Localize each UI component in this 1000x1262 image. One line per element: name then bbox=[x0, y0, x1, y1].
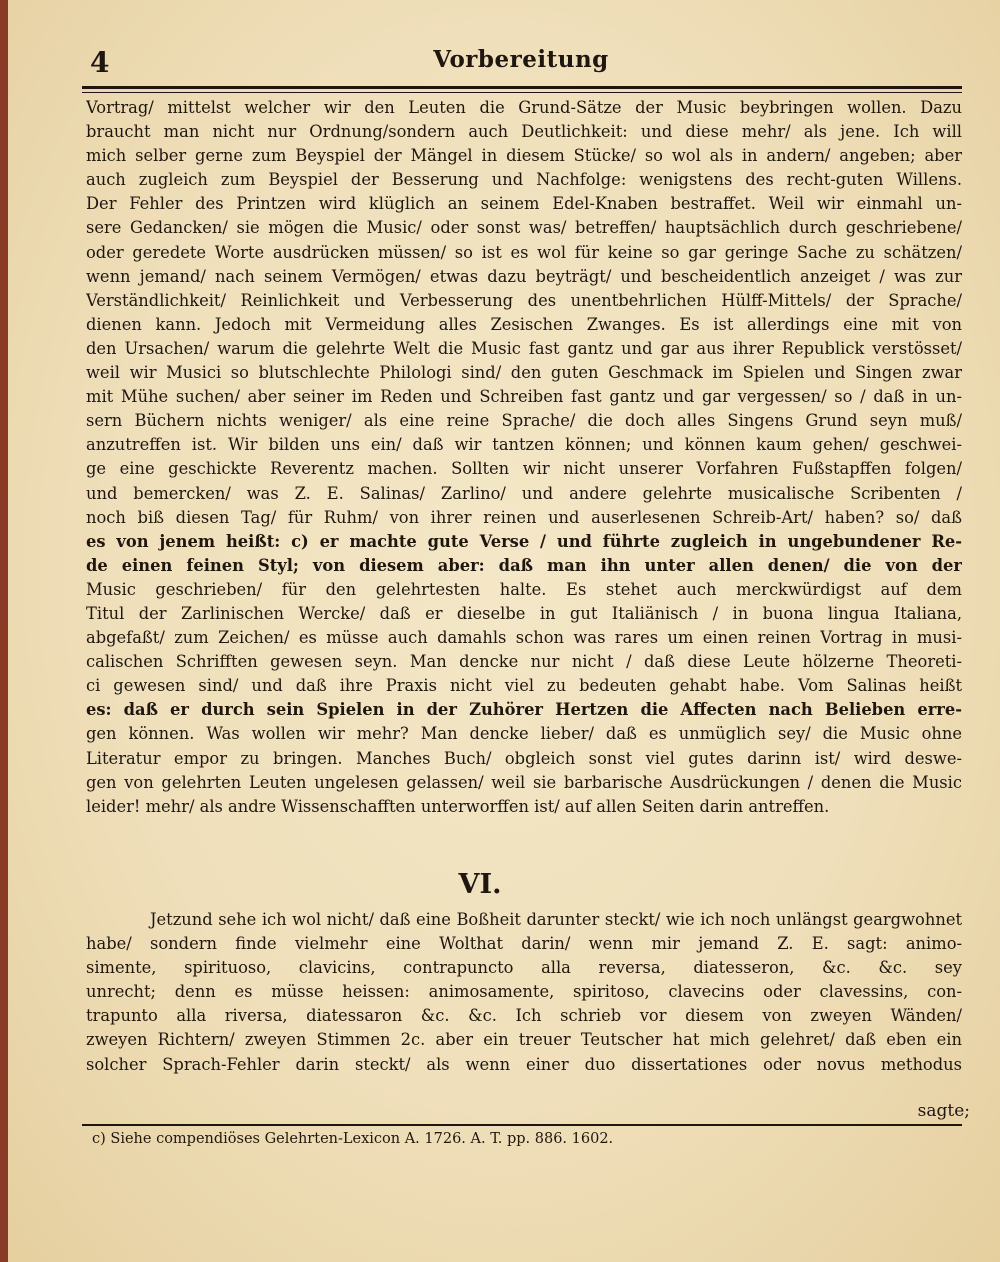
text-line: sern Büchern nichts weniger/ als eine reine Sprache/ die doch alles Singens Grund seyn muß/ bbox=[86, 411, 962, 431]
text-line: Der Fehler des Printzen wird klüglich an seinem Edel-Knaben bestraffet. Weil wir einmahl un- bbox=[86, 194, 962, 214]
text-line: zweyen Richtern/ zweyen Stimmen 2c. aber ein treuer Teutscher hat mich gelehret/ daß eben ein bbox=[86, 1030, 962, 1050]
text-line: noch biß diesen Tag/ für Ruhm/ von ihrer reinen und auserlesenen Schreib-Art/ haben? so/ daß bbox=[86, 507, 962, 527]
text-line: mich selber gerne zum Beyspiel der Mängel in diesem Stücke/ so wol als in andern/ angeben; aber bbox=[86, 146, 962, 166]
text-line: leider! mehr/ als andre Wissenschafften unterworffen ist/ auf allen Seiten darin antreffen. bbox=[86, 796, 830, 816]
text-line: ge eine geschickte Reverentz machen. Sollten wir nicht unserer Vorfahren Fußstapffen folgen/ bbox=[86, 459, 962, 479]
paragraph-1 bbox=[86, 96, 962, 819]
text-line: oder geredete Worte ausdrücken müssen/ so ist es wol für keine so gar geringe Sache zu schätzen/ bbox=[86, 242, 962, 262]
text-line: dienen kann. Jedoch mit Vermeidung alles Zesischen Zwanges. Es ist allerdings eine mit von bbox=[86, 314, 962, 334]
footnote-rule bbox=[82, 1124, 962, 1126]
footnote: c) Siehe compendiöses Gelehrten-Lexicon A. 1726. A. T. pp. 886. 1602. bbox=[92, 1131, 614, 1147]
page-edge bbox=[0, 0, 8, 1262]
text-line: calischen Schrifften gewesen seyn. Man dencke nur nicht / daß diese Leute hölzerne Theoreti- bbox=[86, 652, 962, 672]
text-line: de einen feinen Styl; von diesem aber: daß man ihn unter allen denen/ die von der bbox=[86, 555, 962, 575]
text-line: mit Mühe suchen/ aber seiner im Reden und Schreiben fast gantz und gar vergessen/ so / daß in un- bbox=[86, 387, 962, 407]
text-line: simente, spirituoso, clavicins, contrapuncto alla reversa, diatesseron, &c. &c. sey bbox=[86, 958, 962, 978]
text-line: gen können. Was wollen wir mehr? Man dencke lieber/ daß es unmüglich sey/ die Music ohne bbox=[86, 724, 962, 744]
text-line: abgefaßt/ zum Zeichen/ es müsse auch damahls schon was rares um einen reinen Vortrag in musi- bbox=[86, 628, 962, 648]
header-rule-thin bbox=[82, 92, 962, 93]
text-line: auch zugleich zum Beyspiel der Besserung und Nachfolge: wenigstens des recht-guten Willens. bbox=[86, 170, 962, 190]
text-line: Verständlichkeit/ Reinlichkeit und Verbesserung des unentbehrlichen Hülff-Mittels/ der Sprache/ bbox=[86, 290, 962, 310]
text-line: es: daß er durch sein Spielen in der Zuhörer Hertzen die Affecten nach Belieben erre- bbox=[86, 700, 962, 720]
text-line: ci gewesen sind/ und daß ihre Praxis nicht viel zu bedeuten gehabt habe. Vom Salinas heißt bbox=[86, 676, 962, 696]
text-line: solcher Sprach-Fehler darin steckt/ als wenn einer duo dissertationes oder novus methodus bbox=[86, 1054, 962, 1074]
text-line: Literatur empor zu bringen. Manches Buch/ obgleich sonst viel gutes darinn ist/ wird deswe- bbox=[86, 748, 962, 768]
section-number: VI. bbox=[458, 869, 502, 900]
page-header bbox=[82, 40, 960, 80]
text-line: Vortrag/ mittelst welcher wir den Leuten die Grund-Sätze der Music beybringen wollen. Dazu bbox=[86, 98, 962, 117]
text-line: Music geschrieben/ für den gelehrtesten halte. Es stehet auch merckwürdigst auf dem bbox=[86, 579, 962, 599]
page-number: 4 bbox=[90, 46, 110, 79]
text-line: wenn jemand/ nach seinem Vermögen/ etwas dazu beyträgt/ und bescheidentlich anzeiget / was zur bbox=[86, 266, 962, 286]
text-line: Titul der Zarlinischen Wercke/ daß er dieselbe in gut Italiänisch / in buona lingua Italiana, bbox=[86, 603, 962, 623]
text-line: gen von gelehrten Leuten ungelesen gelassen/ weil sie barbarische Ausdrückungen / denen die Music bbox=[86, 772, 962, 792]
header-rule bbox=[82, 86, 962, 89]
text-line: sere Gedancken/ sie mögen die Music/ oder sonst was/ betreffen/ hauptsächlich durch geschriebene/ bbox=[86, 218, 962, 238]
paragraph-2 bbox=[86, 908, 962, 1077]
text-line: es von jenem heißt: c) er machte gute Verse / und führte zugleich in ungebundener Re- bbox=[86, 531, 962, 551]
text-line: anzutreffen ist. Wir bilden uns ein/ daß wir tantzen können; und können kaum gehen/ geschwei- bbox=[86, 435, 962, 455]
text-line: und bemercken/ was Z. E. Salinas/ Zarlino/ und andere gelehrte musicalische Scribenten / bbox=[86, 483, 962, 503]
text-line: den Ursachen/ warum die gelehrte Welt die Music fast gantz und gar aus ihrer Republick verstösset/ bbox=[86, 338, 962, 358]
text-line: trapunto alla riversa, diatessaron &c. &c. Ich schrieb vor diesem von zweyen Wänden/ bbox=[86, 1006, 962, 1026]
catchword: sagte; bbox=[917, 1101, 970, 1121]
text-line: braucht man nicht nur Ordnung/sondern auch Deutlichkeit: und diese mehr/ als jene. Ich will bbox=[86, 122, 962, 142]
text-line: habe/ sondern finde vielmehr eine Wolthat darin/ wenn mir jemand Z. E. sagt: animo- bbox=[86, 934, 962, 954]
text-line: Jetzund sehe ich wol nicht/ daß eine Boßheit darunter steckt/ wie ich noch unlängst geargwohnet bbox=[150, 910, 962, 929]
text-line: unrecht; denn es müsse heissen: animosamente, spiritoso, clavecins oder clavessins, con- bbox=[86, 982, 962, 1002]
text-line: weil wir Musici so blutschlechte Philologi sind/ den guten Geschmack im Spielen und Singen zwar bbox=[86, 363, 962, 383]
running-title: Vorbereitung bbox=[433, 46, 609, 73]
